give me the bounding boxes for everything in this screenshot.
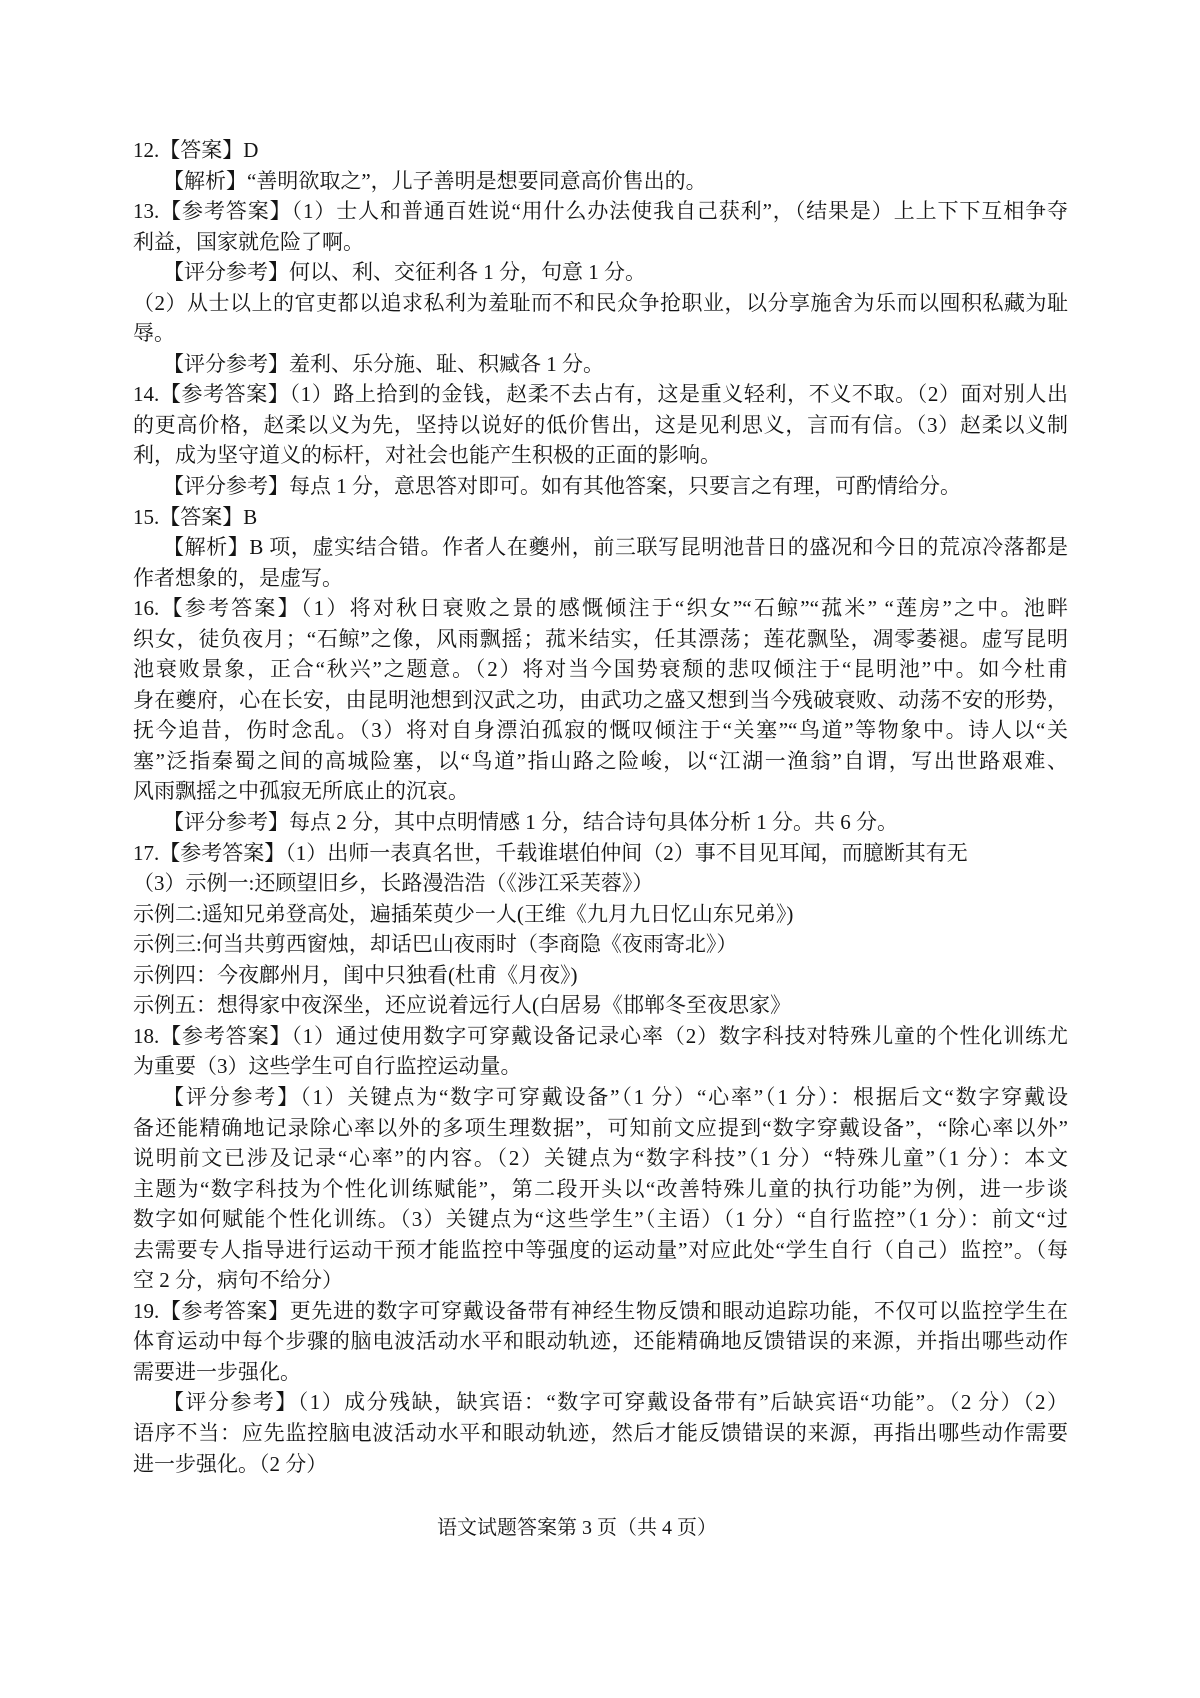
q18-scoring-line: 【评分参考】（1）关键点为“数字可穿戴设备”（1 分）“心率”（1 分）：根据后文“数字穿戴设 [163, 1084, 1068, 1109]
q13-answer-line: （2）从士以上的官吏都以追求私利为羞耻而不和民众争抢职业，以分享施舍为乐而以囤积私藏为耻 [133, 290, 1068, 315]
q18-scoring-line: 主题为“数字科技为个性化训练赋能”，第二段开头以“改善特殊儿童的执行功能”为例，进一步谈 [133, 1176, 1068, 1201]
q13-answer-line: 利益，国家就危险了啊。 [133, 229, 364, 254]
q13-scoring: 【评分参考】羞利、乐分施、耻、积臧各 1 分。 [163, 351, 604, 376]
q16-answer-line: 抚今追昔，伤时念乱。（3）将对自身漂泊孤寂的慨叹倾注于“关塞”“鸟道”等物象中。诗人以“关 [133, 718, 1068, 743]
q18-answer-line: 为重要（3）这些学生可自行监控运动量。 [133, 1054, 522, 1079]
q19-scoring-line: 进一步强化。（2 分） [133, 1451, 328, 1476]
q18-answer-line: 18.【参考答案】（1）通过使用数字可穿戴设备记录心率（2）数字科技对特殊儿童的个性化训练尤 [133, 1023, 1068, 1048]
q19-answer-line: 19.【参考答案】更先进的数字可穿戴设备带有神经生物反馈和眼动追踪功能，不仅可以监控学生在 [133, 1298, 1068, 1323]
q17-example-line: 示例三:何当共剪西窗烛，却话巴山夜雨时（李商隐《夜雨寄北》） [133, 932, 738, 957]
q16-answer-line: 织女，徒负夜月；“石鲸”之像，风雨飘摇；菰米结实，任其漂荡；莲花飘坠，凋零萎褪。虚写昆明 [133, 626, 1068, 651]
q13-scoring: 【评分参考】何以、利、交征利各 1 分，句意 1 分。 [163, 260, 646, 285]
q17-answer-line: 17.【参考答案】（1）出师一表真名世，千载谁堪伯仲间（2）事不目见耳闻，而臆断其有无 [133, 840, 968, 865]
q15-analysis-line: 【解析】B 项，虚实结合错。作者人在夔州，前三联写昆明池昔日的盛况和今日的荒凉冷落都是 [163, 535, 1068, 560]
q18-scoring-line: 备还能精确地记录除心率以外的多项生理数据”，可知前文应提到“数字穿戴设备”，“除心率以外” [133, 1115, 1068, 1140]
q17-example-line: 示例五：想得家中夜深坐，还应说着远行人(白居易《邯郸冬至夜思家》 [133, 993, 791, 1018]
q16-answer-line: 池衰败景象，正合“秋兴”之题意。（2）将对当今国势衰颓的悲叹倾注于“昆明池”中。如今杜甫 [133, 657, 1068, 682]
q15-analysis-line: 作者想象的，是虚写。 [133, 565, 343, 590]
q17-example-line: 示例四：今夜鄜州月，闺中只独看(杜甫《月夜》) [133, 962, 578, 987]
q15-answer: 15.【答案】B [133, 504, 258, 529]
q18-scoring-line: 去需要专人指导进行运动干预才能监控中等强度的运动量”对应此处“学生自行（自己）监控”。（每 [133, 1237, 1068, 1262]
q18-scoring-line: 数字如何赋能个性化训练。（3）关键点为“这些学生”（主语）（1 分）“自行监控”（1 分）：前文“过 [133, 1207, 1068, 1232]
q16-answer-line: 16.【参考答案】（1）将对秋日衰败之景的感慨倾注于“织女”“石鲸”“菰米” “莲房”之中。池畔 [133, 596, 1068, 621]
page-footer-page-number: 语文试题答案第 3 页（共 4 页） [437, 1517, 717, 1539]
q12-answer: 12.【答案】D [133, 138, 259, 162]
q16-scoring: 【评分参考】每点 2 分，其中点明情感 1 分，结合诗句具体分析 1 分。共 6 分。 [163, 810, 898, 835]
q13-answer-line: 辱。 [133, 321, 175, 346]
q18-scoring-line: 说明前文已涉及记录“心率”的内容。（2）关键点为“数字科技”（1 分）“特殊儿童”（1 分）：本文 [133, 1146, 1068, 1171]
q19-scoring-line: 语序不当：应先监控脑电波活动水平和眼动轨迹，然后才能反馈错误的来源，再指出哪些动作需要 [133, 1420, 1068, 1445]
q19-scoring-line: 【评分参考】（1）成分残缺，缺宾语：“数字可穿戴设备带有”后缺宾语“功能”。（2 分）（2） [163, 1390, 1068, 1415]
q14-scoring: 【评分参考】每点 1 分，意思答对即可。如有其他答案，只要言之有理，可酌情给分。 [163, 474, 961, 499]
q12-analysis: 【解析】“善明欲取之”，儿子善明是想要同意高价售出的。 [163, 168, 707, 193]
q17-example-line: 示例二:遥知兄弟登高处，遍插茱萸少一人(王维《九月九日忆山东兄弟》) [133, 901, 794, 926]
q13-answer-line: 13.【参考答案】（1）士人和普通百姓说“用什么办法使我自己获利”，（结果是）上上下下互相争夺 [133, 199, 1068, 224]
q16-answer-line: 风雨飘摇之中孤寂无所底止的沉哀。 [133, 779, 469, 804]
answer-key-content [133, 135, 1068, 1479]
q19-answer-line: 需要进一步强化。 [133, 1359, 301, 1384]
q16-answer-line: 塞”泛指秦蜀之间的高城险塞，以“鸟道”指山路之险峻，以“江湖一渔翁”自谓，写出世路艰难、 [133, 748, 1068, 773]
q16-answer-line: 身在夔府，心在长安，由昆明池想到汉武之功，由武功之盛又想到当今残破衰败、动荡不安的形势， [133, 687, 1068, 712]
q14-answer-line: 14.【参考答案】（1）路上拾到的金钱，赵柔不去占有，这是重义轻利，不义不取。（2）面对别人出 [133, 382, 1068, 407]
q14-answer-line: 利，成为坚守道义的标杆，对社会也能产生积极的正面的影响。 [133, 443, 721, 468]
q17-example-line: （3）示例一:还顾望旧乡，长路漫浩浩（《涉江采芙蓉》） [133, 871, 654, 896]
q19-answer-line: 体育运动中每个步骤的脑电波活动水平和眼动轨迹，还能精确地反馈错误的来源，并指出哪些动作 [133, 1329, 1068, 1354]
q18-scoring-line: 空 2 分，病句不给分） [133, 1268, 343, 1293]
q14-answer-line: 的更高价格，赵柔以义为先，坚持以说好的低价售出，这是见利思义，言而有信。（3）赵柔以义制 [133, 412, 1068, 437]
